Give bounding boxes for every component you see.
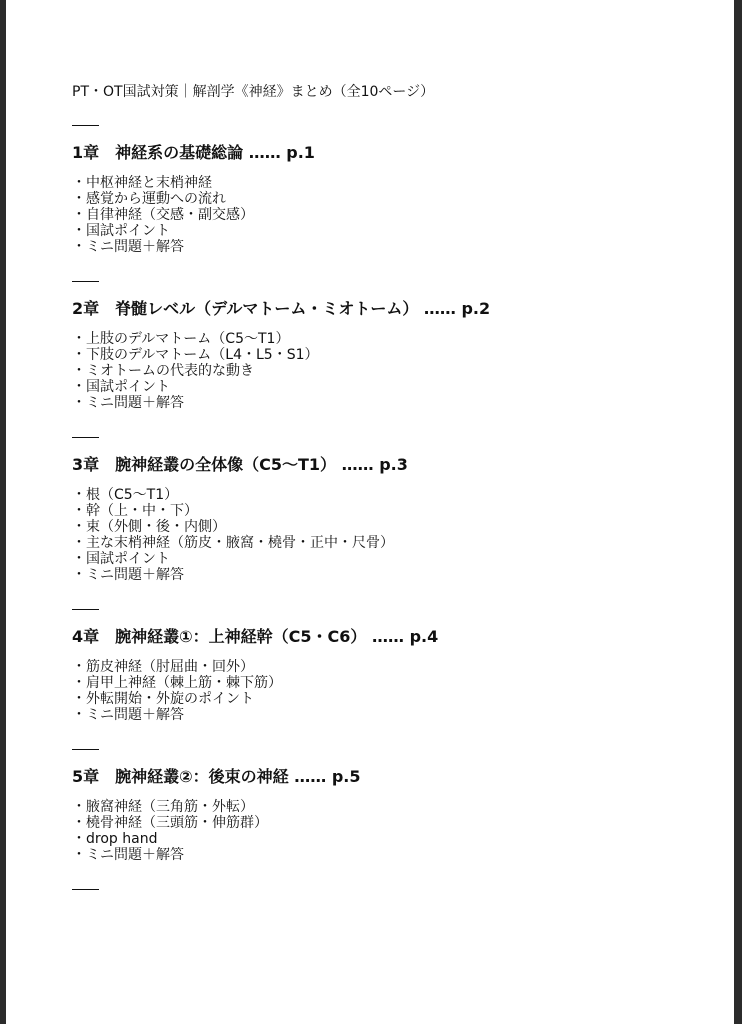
chapter-heading: 5章 腕神経叢②：後束の神経 …… p.5	[72, 767, 361, 786]
chapter-section	[72, 627, 712, 750]
chapter-section	[72, 767, 712, 890]
chapter-topic-list	[72, 175, 712, 255]
bullet-icon: ・	[72, 503, 86, 519]
bullet-icon: ・	[72, 551, 86, 567]
list-item-text: ミニ問題＋解答	[86, 239, 184, 255]
list-item-text: 国試ポイント	[86, 223, 170, 239]
bullet-icon: ・	[72, 799, 86, 815]
chapter-heading: 1章 神経系の基礎総論 …… p.1	[72, 143, 315, 162]
chapter-topic-list	[72, 487, 712, 583]
list-item-text: ミニ問題＋解答	[86, 567, 184, 583]
list-item-text: 根（C5〜T1）	[86, 487, 179, 503]
document-title: PT・OT国試対策｜解剖学《神経》まとめ（全10ページ）	[72, 84, 435, 100]
section-divider	[72, 889, 99, 890]
bullet-icon: ・	[72, 191, 86, 207]
section-divider	[72, 125, 99, 126]
list-item	[72, 535, 712, 551]
list-item	[72, 347, 712, 363]
bullet-icon: ・	[72, 239, 86, 255]
chapter-topic-list	[72, 659, 712, 723]
list-item-text: 束（外側・後・内側）	[86, 519, 226, 535]
list-item	[72, 331, 712, 347]
chapter-topic-list	[72, 331, 712, 411]
list-item-text: ミニ問題＋解答	[86, 707, 184, 723]
list-item	[72, 707, 712, 723]
list-item	[72, 207, 712, 223]
bullet-icon: ・	[72, 847, 86, 863]
bullet-icon: ・	[72, 831, 86, 847]
chapter-heading: 4章 腕神経叢①：上神経幹（C5・C6） …… p.4	[72, 627, 439, 646]
list-item-text: 感覚から運動への流れ	[86, 191, 226, 207]
list-item-text: 国試ポイント	[86, 551, 170, 567]
list-item	[72, 487, 712, 503]
bullet-icon: ・	[72, 567, 86, 583]
bullet-icon: ・	[72, 707, 86, 723]
bullet-icon: ・	[72, 207, 86, 223]
document-content	[72, 84, 712, 890]
list-item	[72, 239, 712, 255]
list-item-text: 国試ポイント	[86, 379, 170, 395]
bullet-icon: ・	[72, 331, 86, 347]
bullet-icon: ・	[72, 815, 86, 831]
list-item-text: 肩甲上神経（棘上筋・棘下筋）	[86, 675, 282, 691]
bullet-icon: ・	[72, 659, 86, 675]
bullet-icon: ・	[72, 363, 86, 379]
bullet-icon: ・	[72, 519, 86, 535]
list-item-text: 主な末梢神経（筋皮・腋窩・橈骨・正中・尺骨）	[86, 535, 394, 551]
document-page	[6, 0, 734, 1024]
list-item	[72, 567, 712, 583]
list-item-text: 自律神経（交感・副交感）	[86, 207, 254, 223]
bullet-icon: ・	[72, 347, 86, 363]
chapter-heading: 2章 脊髄レベル（デルマトーム・ミオトーム） …… p.2	[72, 299, 491, 318]
list-item	[72, 847, 712, 863]
list-item	[72, 191, 712, 207]
list-item	[72, 175, 712, 191]
list-item	[72, 659, 712, 675]
chapter-heading: 3章 腕神経叢の全体像（C5〜T1） …… p.3	[72, 455, 408, 474]
list-item	[72, 831, 712, 847]
bullet-icon: ・	[72, 487, 86, 503]
chapter-section	[72, 299, 712, 438]
chapter-section	[72, 143, 712, 282]
section-divider	[72, 749, 99, 750]
chapter-topic-list	[72, 799, 712, 863]
list-item-text: 幹（上・中・下）	[86, 503, 198, 519]
bullet-icon: ・	[72, 691, 86, 707]
bullet-icon: ・	[72, 395, 86, 411]
chapter-list	[72, 143, 712, 890]
list-item-text: 腋窩神経（三角筋・外転）	[86, 799, 254, 815]
list-item-text: 外転開始・外旋のポイント	[86, 691, 254, 707]
list-item-text: ミオトームの代表的な動き	[86, 363, 254, 379]
list-item-text: drop hand	[86, 831, 158, 847]
list-item	[72, 691, 712, 707]
bullet-icon: ・	[72, 175, 86, 191]
list-item-text: 筋皮神経（肘屈曲・回外）	[86, 659, 254, 675]
section-divider	[72, 437, 99, 438]
list-item	[72, 675, 712, 691]
bullet-icon: ・	[72, 379, 86, 395]
list-item	[72, 503, 712, 519]
list-item-text: ミニ問題＋解答	[86, 395, 184, 411]
list-item	[72, 815, 712, 831]
chapter-section	[72, 455, 712, 610]
list-item-text: 上肢のデルマトーム（C5〜T1）	[86, 331, 290, 347]
list-item	[72, 551, 712, 567]
list-item-text: 下肢のデルマトーム（L4・L5・S1）	[86, 347, 319, 363]
list-item	[72, 799, 712, 815]
list-item	[72, 519, 712, 535]
list-item	[72, 363, 712, 379]
list-item	[72, 395, 712, 411]
bullet-icon: ・	[72, 535, 86, 551]
section-divider	[72, 609, 99, 610]
bullet-icon: ・	[72, 223, 86, 239]
section-divider	[72, 281, 99, 282]
list-item	[72, 223, 712, 239]
list-item-text: 中枢神経と末梢神経	[86, 175, 212, 191]
list-item-text: 橈骨神経（三頭筋・伸筋群）	[86, 815, 268, 831]
list-item-text: ミニ問題＋解答	[86, 847, 184, 863]
list-item	[72, 379, 712, 395]
bullet-icon: ・	[72, 675, 86, 691]
